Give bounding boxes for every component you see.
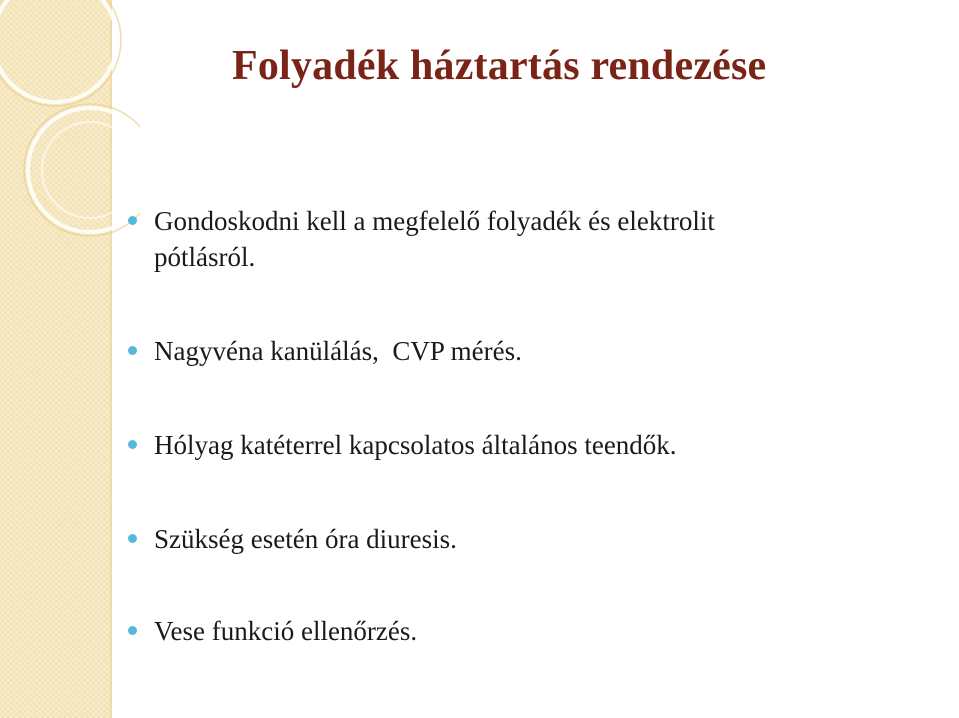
decorative-rings-graphic: [0, 0, 140, 260]
slide-title: Folyadék háztartás rendezése: [232, 43, 767, 89]
bullet-item: [128, 521, 948, 557]
bullet-item: [128, 613, 948, 649]
bullet-item: [128, 333, 948, 369]
bullet-dot-icon: [128, 346, 137, 355]
bullet-dot-icon: [128, 534, 137, 543]
bullet-text: Nagyvéna kanülálás, CVP mérés.: [154, 336, 522, 366]
bullet-list: [128, 203, 948, 649]
bullet-dot-icon: [128, 440, 137, 449]
bullet-text: Gondoskodni kell a megfelelő folyadék és elektrolit pótlásról.: [154, 206, 715, 272]
bullet-text: Vese funkció ellenőrzés.: [154, 616, 418, 646]
bullet-item: [128, 427, 948, 463]
bullet-text: Szükség esetén óra diuresis.: [154, 524, 457, 554]
bullet-dot-icon: [128, 626, 137, 635]
bullet-dot-icon: [128, 216, 137, 225]
bullet-item: [128, 203, 948, 275]
bullet-text: Hólyag katéterrel kapcsolatos általános teendők.: [154, 430, 677, 460]
